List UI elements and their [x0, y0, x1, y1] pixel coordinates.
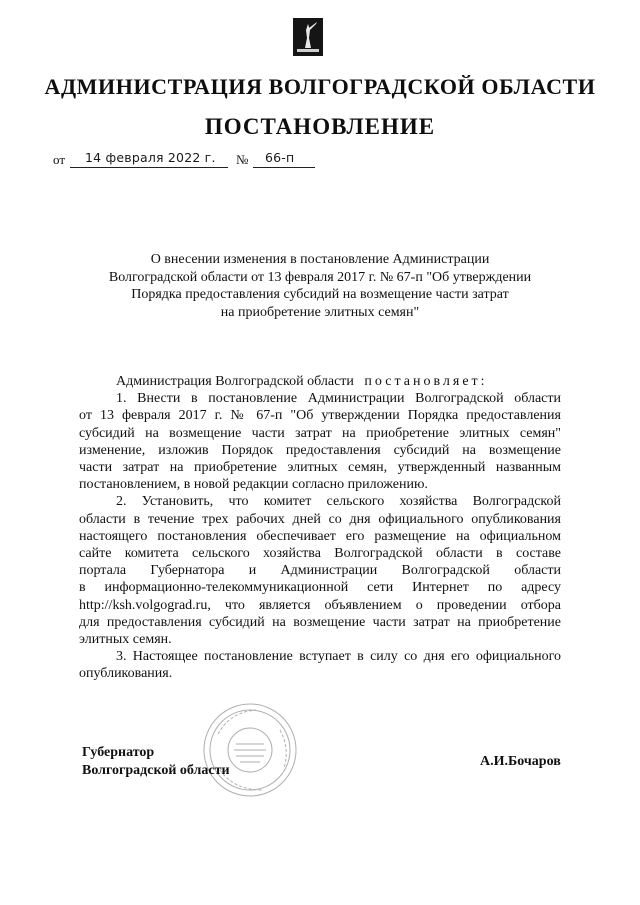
coat-of-arms-graphic [293, 18, 323, 56]
date-number-row [53, 150, 353, 170]
coat-of-arms-icon [293, 18, 323, 56]
document-type-heading: ПОСТАНОВЛЕНИЕ [204, 114, 436, 139]
paragraph-1-line: от 13 февраля 2017 г. № 67-п "Об утверждении Порядка предоставления [79, 408, 561, 424]
subject-line: О внесении изменения в постановление Администрации [150, 252, 490, 267]
number-underline [253, 167, 315, 168]
signer-position [82, 744, 230, 780]
document-number: 66-п [265, 150, 295, 165]
paragraph-2-line: портала Губернатора и Администрации Волгоградской области [79, 563, 561, 579]
document-body [79, 373, 561, 683]
paragraph-3-line: опубликования. [79, 666, 173, 682]
paragraph-1-line: 1. Внести в постановление Администрации Волгоградской области [116, 391, 561, 407]
date-prefix: от [53, 152, 66, 167]
intro-verb: постановляет: [364, 374, 488, 389]
paragraph-2-line: для предоставления субсидий на возмещение части затрат на приобретение [79, 614, 561, 630]
paragraph-3-line: 3. Настоящее постановление вступает в силу со дня его официального [116, 649, 561, 665]
paragraph-2-line: элитных семян. [79, 632, 172, 648]
date-underline [70, 167, 228, 168]
paragraph-2-line: http://ksh.volgograd.ru, что является объявлением о проведении отбора [79, 597, 561, 613]
signer-name: А.И.Бочаров [480, 754, 561, 769]
paragraph-1-line: изменение, изложив Порядок предоставления субсидий на возмещение [79, 442, 561, 458]
paragraph-2-line: области в течение трех рабочих дней со дня официального опубликования [79, 511, 561, 527]
subject-line: на приобретение элитных семян" [220, 304, 420, 320]
intro-line [79, 373, 561, 390]
paragraph-1-line: части затрат на приобретение элитных семян, утвержденный названным [79, 460, 561, 476]
number-prefix: № [236, 152, 249, 167]
paragraph-2-line: в информационно-телекоммуникационной сети Интернет по адресу [79, 580, 561, 596]
subject-line: Волгоградской области от 13 февраля 2017 г. № 67-п "Об утверждении [108, 269, 532, 285]
document-subject [60, 251, 580, 321]
subject-line: Порядка предоставления субсидий на возмещение части затрат [131, 287, 509, 302]
paragraph-2-line: 2. Установить, что комитет сельского хозяйства Волгоградской [116, 494, 561, 510]
signer-position-line: Волгоградской области [82, 763, 230, 778]
document-date: 14 февраля 2022 г. [85, 150, 216, 165]
organization-title: АДМИНИСТРАЦИЯ ВОЛГОГРАДСКОЙ ОБЛАСТИ [44, 74, 596, 99]
paragraph-1-line: субсидий на возмещение части затрат на приобретение элитных семян" [79, 425, 561, 441]
paragraph-2-line: сайте комитета сельского хозяйства Волгоградской области в составе [79, 546, 561, 562]
signer-position-line: Губернатор [82, 745, 155, 760]
paragraph-1-line: постановлением, в новой редакции согласно приложению. [79, 477, 428, 493]
intro-text: Администрация Волгоградской области [116, 374, 354, 389]
paragraph-2-line: настоящего постановления обеспечивает его размещение на официальном [79, 528, 561, 544]
